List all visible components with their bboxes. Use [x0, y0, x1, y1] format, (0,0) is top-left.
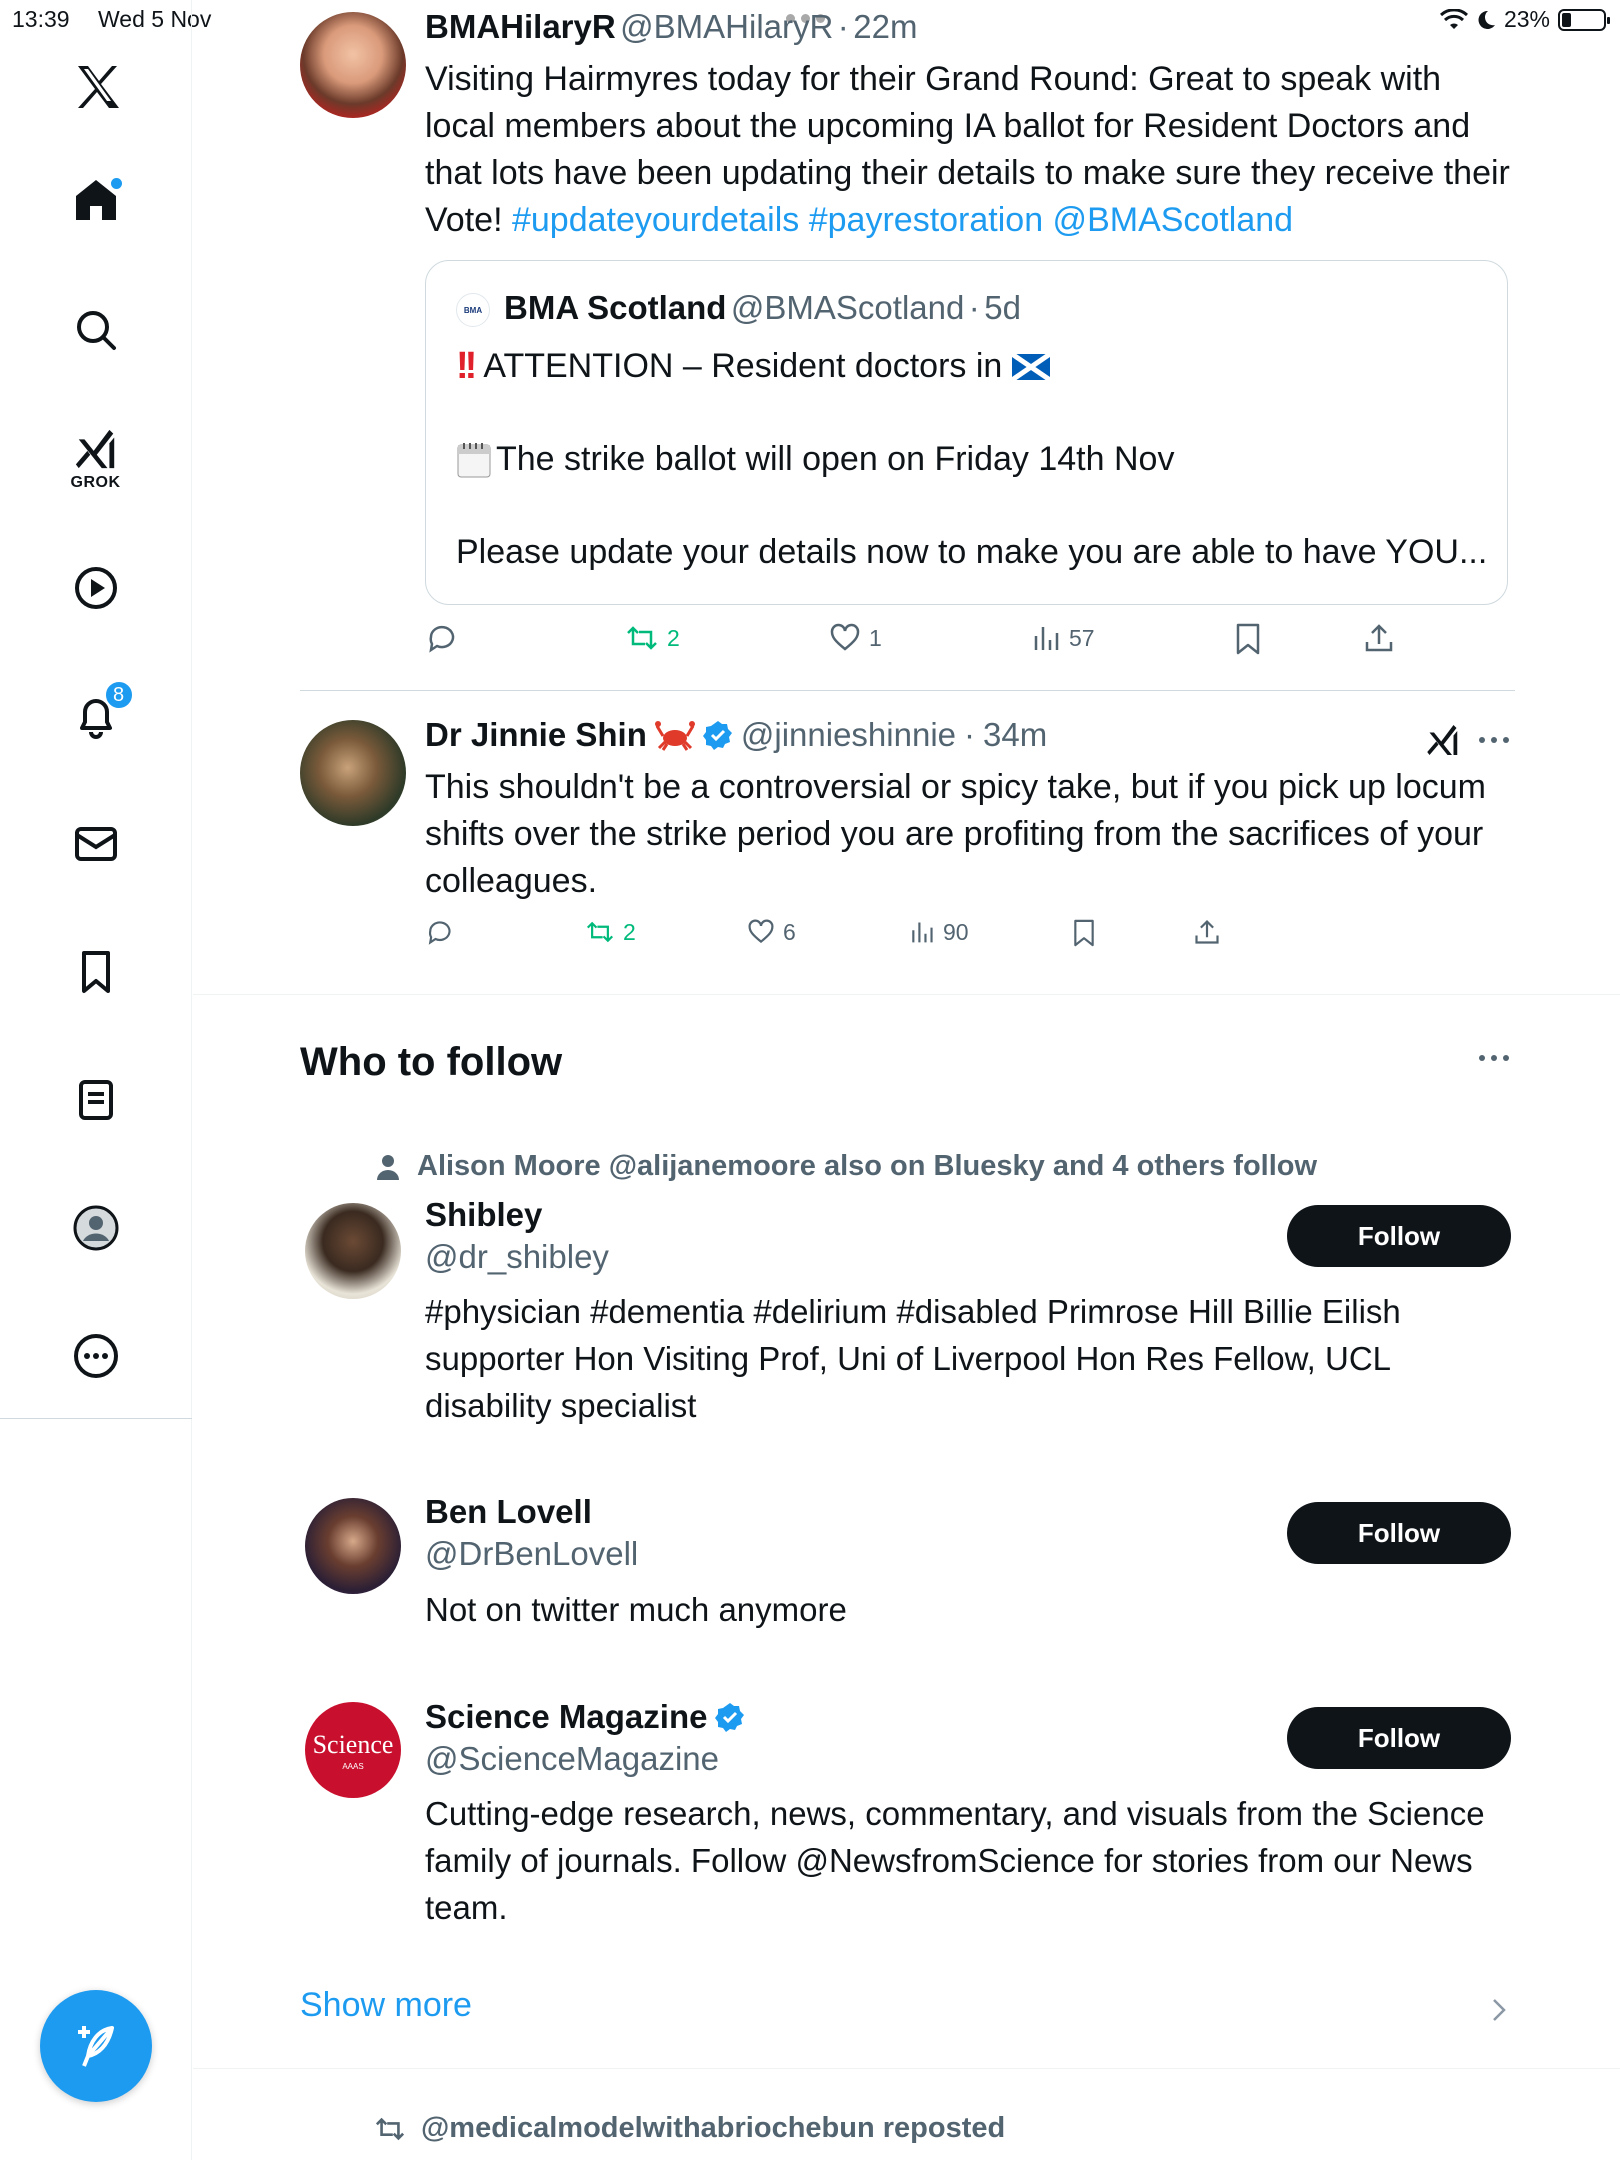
share-button[interactable]	[1363, 622, 1395, 654]
scotland-flag-icon	[1012, 354, 1050, 380]
share-icon	[1193, 918, 1221, 946]
account-handle[interactable]: @dr_shibley	[425, 1238, 609, 1275]
account-handle[interactable]: @DrBenLovell	[425, 1535, 639, 1572]
follow-button[interactable]: Follow	[1287, 1502, 1511, 1564]
person-icon	[373, 1152, 403, 1182]
share-icon	[1363, 622, 1395, 654]
show-more-link[interactable]: Show more	[300, 1986, 472, 2024]
compose-feather-icon	[68, 2018, 124, 2074]
quoted-tweet[interactable]	[425, 260, 1508, 605]
home-unread-dot	[111, 178, 122, 189]
retweet-button[interactable]	[585, 918, 636, 946]
nav-home[interactable]	[72, 176, 120, 229]
like-count: 1	[869, 624, 882, 651]
battery-percent: 23%	[1503, 6, 1550, 32]
verified-badge-icon	[703, 720, 733, 750]
post-time[interactable]: 34m	[983, 716, 1048, 753]
bookmark-icon	[1233, 622, 1263, 656]
nav-lists[interactable]	[72, 1076, 120, 1124]
follow-button[interactable]: Follow	[1287, 1205, 1511, 1267]
follow-button[interactable]: Follow	[1287, 1707, 1511, 1769]
nav-profile[interactable]	[72, 1204, 120, 1252]
section-divider	[193, 2068, 1620, 2069]
author-handle[interactable]: @jinnieshinnie	[740, 716, 957, 753]
status-time: 13:39	[12, 6, 70, 32]
grok-icon[interactable]	[1425, 722, 1461, 758]
quote-time[interactable]: 5d	[984, 289, 1021, 326]
bookmark-icon	[1071, 918, 1097, 948]
bookmark-button[interactable]	[1071, 918, 1097, 948]
post-time[interactable]: 22m	[853, 8, 918, 45]
x-logo-icon[interactable]	[72, 62, 120, 110]
avatar[interactable]	[305, 1203, 401, 1299]
views-button[interactable]	[1031, 622, 1095, 654]
account-bio: #physician #dementia #delirium #disabled Primrose Hill Billie Eilish supporter Hon Visiting Prof, Uni of Liverpool Hon Res Fellow, UCL disability specialist	[425, 1293, 1401, 1424]
tweet-text	[425, 56, 1515, 244]
like-button[interactable]	[747, 918, 796, 946]
views-icon	[909, 918, 935, 946]
reply-icon	[425, 622, 457, 654]
separator-dot: ·	[964, 716, 976, 753]
views-count: 90	[943, 918, 969, 945]
nav-bookmarks[interactable]	[72, 948, 120, 996]
sidebar-divider	[0, 1418, 192, 1419]
share-button[interactable]	[1193, 918, 1221, 946]
nav-grok[interactable]	[71, 426, 121, 492]
reply-button[interactable]	[425, 622, 457, 654]
retweet-icon	[625, 622, 659, 654]
quote-author-handle[interactable]: @BMAScotland	[730, 289, 965, 326]
quote-line-1: !! ATTENTION – Resident doctors in	[456, 343, 1050, 390]
lists-icon	[72, 1076, 120, 1124]
nav-more[interactable]	[72, 1332, 120, 1380]
science-logo-avatar[interactable]	[305, 1702, 401, 1798]
logo-subtext: AAAS	[342, 1761, 364, 1771]
account-name[interactable]: Ben Lovell	[425, 1493, 592, 1530]
views-icon	[1031, 622, 1061, 654]
author-name[interactable]: Dr Jinnie Shin	[425, 716, 647, 753]
chevron-right-icon[interactable]	[1489, 1996, 1509, 2024]
retweet-icon	[373, 2114, 407, 2144]
nav-notifications[interactable]	[72, 683, 125, 745]
section-title: Who to follow	[300, 1040, 563, 1084]
account-name[interactable]: Shibley	[425, 1196, 543, 1233]
messages-icon	[72, 820, 120, 868]
retweet-count: 2	[667, 624, 680, 651]
avatar[interactable]	[305, 1498, 401, 1594]
nav-messages[interactable]	[72, 820, 120, 868]
author-handle[interactable]: @BMAHilaryR	[620, 8, 834, 45]
heart-icon	[829, 622, 861, 654]
status-date: Wed 5 Nov	[98, 6, 212, 32]
account-bio: Cutting-edge research, news, commentary, and visuals from the Science family of journals. Follow @NewsfromScience for stories from our News team.	[425, 1795, 1485, 1926]
hashtag-links[interactable]: #updateyourdetails #payrestoration @BMAScotland	[511, 201, 1294, 239]
nav-video[interactable]	[72, 564, 120, 612]
repost-context	[373, 2112, 1005, 2145]
more-options-icon[interactable]	[1477, 730, 1511, 750]
repost-context-text[interactable]: @medicalmodelwithabriochebun reposted	[421, 2112, 1006, 2144]
quote-line-3: Please update your details now to make you are able to have YOU...	[456, 533, 1488, 571]
calendar-icon	[456, 441, 492, 479]
separator-dot: ·	[837, 8, 849, 45]
tweet-divider	[300, 690, 1515, 691]
video-icon	[72, 564, 120, 612]
bookmarks-icon	[72, 948, 120, 996]
quote-author-name[interactable]: BMA Scotland	[504, 289, 727, 326]
timeline	[193, 0, 1620, 2160]
search-icon	[72, 306, 120, 354]
more-options-icon[interactable]	[1477, 1048, 1511, 1068]
quote-line-2: The strike ballot will open on Friday 14th Nov	[456, 436, 1174, 483]
account-name[interactable]: Science Magazine	[425, 1698, 708, 1735]
retweet-button[interactable]	[625, 622, 680, 654]
compose-post-button[interactable]	[40, 1990, 152, 2102]
profile-icon	[72, 1204, 120, 1252]
more-icon	[72, 1332, 120, 1380]
avatar[interactable]	[300, 12, 406, 118]
account-bio: Not on twitter much anymore	[425, 1591, 847, 1628]
sidebar	[0, 0, 192, 2160]
bma-avatar[interactable]: BMA	[456, 293, 490, 327]
social-context-text: Alison Moore @alijanemoore also on Bluesky and 4 others follow	[417, 1150, 1318, 1182]
tweet-actions	[193, 918, 1620, 958]
author-name[interactable]: BMAHilaryR	[425, 8, 616, 45]
retweet-count: 2	[623, 918, 636, 945]
reply-icon	[425, 918, 453, 946]
account-handle[interactable]: @ScienceMagazine	[425, 1740, 719, 1777]
social-context	[373, 1150, 1317, 1183]
logo-text: Science	[312, 1729, 394, 1759]
like-count: 6	[783, 918, 796, 945]
grok-icon	[71, 426, 121, 472]
heart-icon	[747, 918, 775, 946]
bookmark-button[interactable]	[1233, 622, 1263, 656]
separator-dot: ·	[968, 289, 980, 326]
section-divider	[193, 994, 1620, 995]
views-count: 57	[1069, 624, 1095, 651]
reply-button[interactable]	[425, 918, 453, 946]
views-button[interactable]	[909, 918, 969, 946]
nav-search[interactable]	[72, 306, 120, 354]
grok-label: GROK	[70, 474, 121, 491]
notifications-badge: 8	[104, 680, 134, 710]
verified-badge-icon	[715, 1702, 745, 1732]
crab-emoji-icon	[655, 718, 695, 752]
tweet-body: Visiting Hairmyres today for their Grand Round: Great to speak with local members about the upcoming IA ballot for Resident Doctors and that lots have been updating their details to make sure they receive their Vote!	[425, 60, 1510, 239]
avatar[interactable]	[300, 720, 406, 826]
like-button[interactable]	[829, 622, 882, 654]
retweet-icon	[585, 918, 615, 946]
tweet-text: This shouldn't be a controversial or spicy take, but if you pick up locum shifts over the strike period you are profiting from the sacrifices of your colleagues.	[425, 768, 1487, 900]
double-exclamation-icon: !!	[456, 345, 474, 387]
tweet-actions	[193, 622, 1620, 666]
